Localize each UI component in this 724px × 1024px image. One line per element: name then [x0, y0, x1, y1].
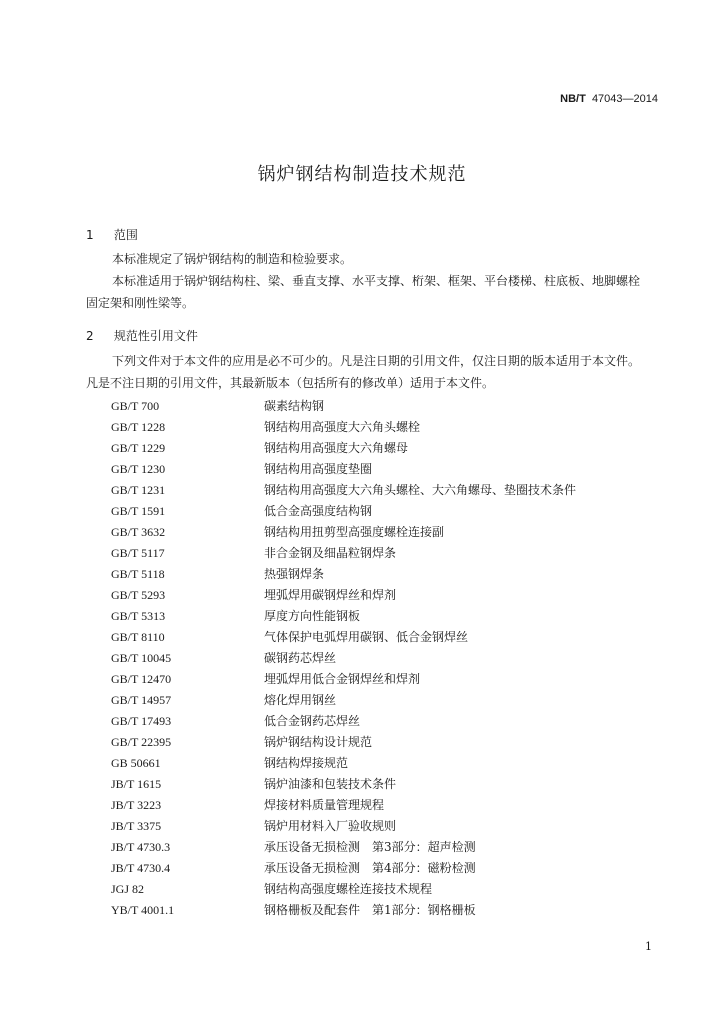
reference-code: GB/T 700	[111, 399, 160, 413]
reference-code: GB/T 5117	[111, 546, 165, 560]
list-item	[0, 879, 724, 900]
list-item	[0, 501, 724, 522]
reference-title: 碳钢药芯焊丝	[264, 651, 337, 665]
reference-code: GB/T 17493	[111, 714, 172, 728]
section-title: 规范性引用文件	[113, 329, 198, 343]
reference-title: 锅炉用材料入厂验收规则	[264, 819, 397, 833]
list-item	[0, 648, 724, 669]
page-number: 1	[645, 940, 652, 953]
reference-code: GB/T 12470	[111, 672, 172, 686]
reference-title: 钢结构高强度螺栓连接技术规程	[264, 882, 433, 896]
scope-paragraph-2: 本标准适用于锅炉钢结构柱、梁、垂直支撑、水平支撑、桁架、框架、平台楼梯、柱底板、地脚螺栓固定架和刚性梁等。	[86, 274, 641, 310]
reference-title: 承压设备无损检测 第4部分：磁粉检测	[264, 861, 476, 875]
reference-code: GB/T 14957	[111, 693, 172, 707]
reference-code: JB/T 3375	[111, 819, 162, 833]
reference-title: 钢结构焊接规范	[264, 756, 349, 770]
section-number: 2	[86, 329, 94, 343]
reference-title: 气体保护电弧焊用碳钢、低合金钢焊丝	[264, 630, 469, 644]
reference-title: 钢格栅板及配套件 第1部分：钢格栅板	[264, 903, 476, 917]
reference-code: GB/T 10045	[111, 651, 172, 665]
list-item	[0, 459, 724, 480]
reference-code: GB/T 8110	[111, 630, 165, 644]
list-item	[0, 606, 724, 627]
reference-code: GB/T 1230	[111, 462, 166, 476]
list-item	[0, 669, 724, 690]
reference-title: 低合金高强度结构钢	[264, 504, 373, 518]
reference-code: GB 50661	[111, 756, 161, 770]
reference-code: JGJ 82	[111, 882, 145, 896]
reference-code: GB/T 1229	[111, 441, 166, 455]
reference-title: 锅炉油漆和包装技术条件	[264, 777, 397, 791]
list-item	[0, 690, 724, 711]
reference-title: 锅炉钢结构设计规范	[264, 735, 373, 749]
reference-code: GB/T 22395	[111, 735, 172, 749]
reference-title: 热强钢焊条	[264, 567, 325, 581]
list-item	[0, 816, 724, 837]
list-item	[0, 858, 724, 879]
reference-code: JB/T 4730.4	[111, 861, 171, 875]
page-title: 锅炉钢结构制造技术规范	[257, 164, 467, 185]
list-item	[0, 627, 724, 648]
standard-number: 47043—2014	[591, 93, 658, 105]
list-item	[0, 795, 724, 816]
scope-paragraph-1: 本标准规定了锅炉钢结构的制造和检验要求。	[112, 252, 353, 266]
reference-code: GB/T 3632	[111, 525, 166, 539]
reference-title: 厚度方向性能钢板	[264, 609, 361, 623]
reference-title: 钢结构用高强度大六角头螺栓、大六角螺母、垫圈技术条件	[264, 483, 577, 497]
references-intro-paragraph: 下列文件对于本文件的应用是必不可少的。凡是注日期的引用文件，仅注日期的版本适用于本文件。凡是不注日期的引用文件，其最新版本（包括所有的修改单）适用于本文件。	[86, 354, 641, 390]
list-item	[0, 564, 724, 585]
reference-code: JB/T 1615	[111, 777, 162, 791]
reference-code: YB/T 4001.1	[111, 903, 175, 917]
section-number: 1	[86, 228, 94, 242]
list-item	[0, 900, 724, 921]
section-heading-references	[86, 327, 198, 344]
reference-title: 埋弧焊用低合金钢焊丝和焊剂	[264, 672, 421, 686]
reference-code: GB/T 5293	[111, 588, 166, 602]
list-item	[0, 837, 724, 858]
list-item	[0, 732, 724, 753]
list-item	[0, 396, 724, 417]
list-item	[0, 753, 724, 774]
reference-code: GB/T 1591	[111, 504, 166, 518]
list-item	[0, 585, 724, 606]
reference-title: 埋弧焊用碳钢焊丝和焊剂	[264, 588, 397, 602]
section-heading-scope	[86, 226, 138, 243]
reference-title: 钢结构用高强度垫圈	[264, 462, 373, 476]
list-item	[0, 522, 724, 543]
list-item	[0, 543, 724, 564]
reference-code: JB/T 4730.3	[111, 840, 171, 854]
reference-title: 焊接材料质量管理规程	[264, 798, 385, 812]
standard-prefix: NB/T	[560, 93, 586, 105]
list-item	[0, 711, 724, 732]
reference-code: GB/T 1231	[111, 483, 166, 497]
list-item	[0, 480, 724, 501]
reference-title: 低合金钢药芯焊丝	[264, 714, 361, 728]
standard-number-header	[560, 93, 658, 105]
reference-title: 钢结构用扭剪型高强度螺栓连接副	[264, 525, 445, 539]
section-title: 范围	[113, 228, 138, 242]
reference-code: JB/T 3223	[111, 798, 162, 812]
reference-title: 承压设备无损检测 第3部分：超声检测	[264, 840, 476, 854]
reference-title: 非合金钢及细晶粒钢焊条	[264, 546, 397, 560]
reference-title: 碳素结构钢	[264, 399, 325, 413]
reference-title: 熔化焊用钢丝	[264, 693, 337, 707]
list-item	[0, 438, 724, 459]
reference-title: 钢结构用高强度大六角头螺栓	[264, 420, 421, 434]
reference-title: 钢结构用高强度大六角螺母	[264, 441, 409, 455]
reference-code: GB/T 1228	[111, 420, 166, 434]
reference-code: GB/T 5313	[111, 609, 166, 623]
normative-references-list	[0, 396, 724, 921]
reference-code: GB/T 5118	[111, 567, 165, 581]
list-item	[0, 774, 724, 795]
list-item	[0, 417, 724, 438]
